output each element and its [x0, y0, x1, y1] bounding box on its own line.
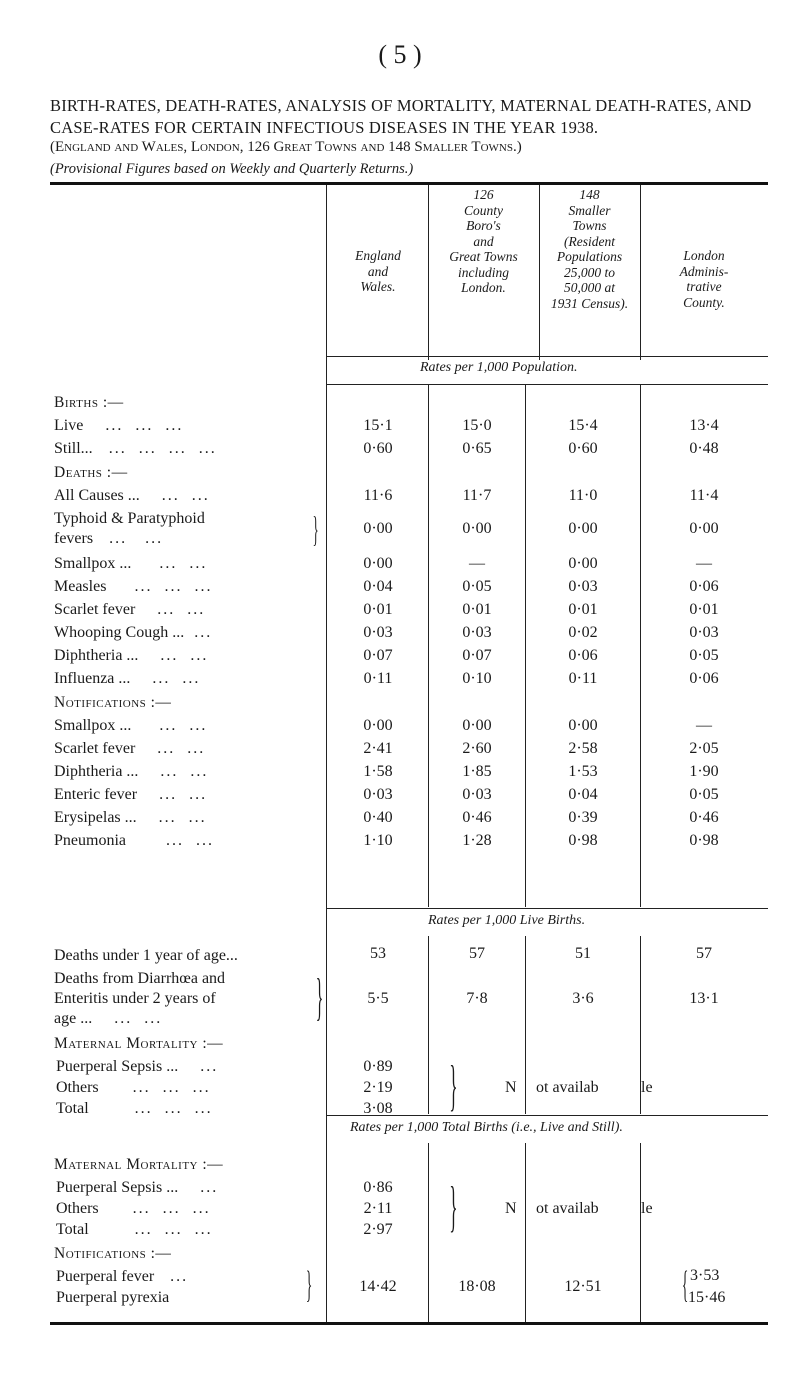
row-label-measles: Measles ... ... ...: [54, 578, 213, 595]
cell: 0·46: [462, 809, 492, 826]
cell: 0·03: [462, 624, 492, 641]
band-population: Rates per 1,000 Population.: [420, 360, 578, 375]
row-label-m-total: Total ... ... ...: [56, 1100, 213, 1117]
cell: 0·00: [363, 555, 393, 572]
band-rule-2: [326, 908, 768, 909]
band-live-births: Rates per 1,000 Live Births.: [428, 913, 586, 928]
col-head-london: London Adminis- trative County.: [679, 248, 729, 310]
cell: 13·4: [689, 417, 719, 434]
col-divider-2b: [525, 385, 526, 907]
cell: 11·4: [689, 487, 719, 504]
col-divider-3b: [640, 385, 641, 907]
row-label-still: Still... ... ... ... ...: [54, 440, 217, 457]
cell: 0·03: [363, 624, 393, 641]
row-label-n-erysipelas: Erysipelas ... ... ...: [54, 809, 207, 826]
cell: 2·97: [363, 1221, 393, 1238]
cell: —: [469, 555, 485, 572]
row-label-n-diphtheria: Diphtheria ... ... ...: [54, 763, 209, 780]
cell: 0·98: [689, 832, 719, 849]
row-label-diarrhoea: Deaths from Diarrhœa and: [54, 970, 226, 987]
table-top-rule: [50, 182, 768, 185]
row-label-smallpox: Smallpox ... ... ...: [54, 555, 208, 572]
row-label-m2-others: Others ... ... ...: [56, 1200, 211, 1217]
col-divider-3d: [640, 1143, 641, 1322]
cell: 0·00: [689, 520, 719, 537]
cell: 0·00: [363, 717, 393, 734]
cell: 0·01: [462, 601, 492, 618]
cell: 15·0: [462, 417, 492, 434]
cell: 7·8: [466, 990, 488, 1007]
brace-typhoid: }: [312, 509, 319, 549]
cell: 57: [469, 945, 485, 962]
cell: 0·11: [568, 670, 598, 687]
row-label-m-sepsis: Puerperal Sepsis ... ...: [56, 1058, 219, 1075]
cell: 11·6: [363, 487, 393, 504]
page-note: (Provisional Figures based on Weekly and Quarterly Returns.): [50, 161, 414, 177]
cell: 57: [696, 945, 712, 962]
cell: 0·07: [462, 647, 492, 664]
cell: 0·01: [568, 601, 598, 618]
cell: 0·05: [462, 578, 492, 595]
cell: 1·85: [462, 763, 492, 780]
cell: 0·00: [462, 717, 492, 734]
cell: 2·05: [689, 740, 719, 757]
cell: 3·08: [363, 1100, 393, 1117]
cell: 0·03: [462, 786, 492, 803]
cell: 0·00: [568, 717, 598, 734]
row-label-n-pneumonia: Pneumonia ... ...: [54, 832, 214, 849]
brace-puerperal: }: [305, 1264, 313, 1306]
cell: 15·46: [688, 1289, 726, 1306]
cell: 14·42: [359, 1278, 397, 1295]
cell: 0·60: [568, 440, 598, 457]
cell: 0·06: [568, 647, 598, 664]
cell: 1·90: [689, 763, 719, 780]
cell: 3·6: [572, 990, 594, 1007]
cell: 0·03: [689, 624, 719, 641]
cell: 2·60: [462, 740, 492, 757]
cell: 1·53: [568, 763, 598, 780]
row-label-whooping-cough: Whooping Cough ... ...: [54, 624, 213, 641]
cell: 0·01: [689, 601, 719, 618]
cell: 2·19: [363, 1079, 393, 1096]
cell: 11·0: [568, 487, 598, 504]
cell: 2·41: [363, 740, 393, 757]
row-label-typhoid: Typhoid & Paratyphoid: [54, 510, 205, 527]
brace-diarrhoea: }: [315, 969, 324, 1026]
col-head-england: England and Wales.: [355, 248, 401, 294]
header-rule: [326, 356, 768, 357]
not-available-mid: ot availab: [536, 1200, 599, 1217]
cell: 0·60: [363, 440, 393, 457]
section-maternal-mortality: Maternal Mortality :—: [54, 1035, 224, 1052]
row-label-m2-total: Total ... ... ...: [56, 1221, 213, 1238]
not-available-end: le: [641, 1079, 653, 1096]
cell: 0·07: [363, 647, 393, 664]
row-label-diarrhoea-2: Enteritis under 2 years of: [54, 990, 216, 1007]
cell: 11·7: [462, 487, 492, 504]
cell: 0·86: [363, 1179, 393, 1196]
cell: 18·08: [458, 1278, 496, 1295]
section-maternal-mortality-2: Maternal Mortality :—: [54, 1156, 224, 1173]
row-label-diarrhoea-3: age ... ... ...: [54, 1010, 163, 1027]
col-divider-2c: [525, 936, 526, 1114]
cell: 0·46: [689, 809, 719, 826]
cell: 0·39: [568, 809, 598, 826]
cell: —: [696, 717, 712, 734]
section-deaths: Deaths :—: [54, 464, 128, 481]
cell: 0·03: [363, 786, 393, 803]
brace-london-split: {: [681, 1264, 689, 1306]
cell: 0·65: [462, 440, 492, 457]
cell: 0·01: [363, 601, 393, 618]
cell: 0·00: [462, 520, 492, 537]
cell: 0·00: [568, 555, 598, 572]
row-label-scarlet-fever: Scarlet fever ... ...: [54, 601, 206, 618]
col-divider-2d: [525, 1143, 526, 1322]
section-births: Births :—: [54, 394, 124, 411]
not-available-mid: ot availab: [536, 1079, 599, 1096]
cell: 0·40: [363, 809, 393, 826]
cell: 0·00: [568, 520, 598, 537]
row-label-typhoid-2: fevers ... ...: [54, 530, 164, 547]
row-label-diphtheria: Diphtheria ... ... ...: [54, 647, 209, 664]
row-label-influenza: Influenza ... ... ...: [54, 670, 201, 687]
col-divider-1b: [428, 385, 429, 907]
col-divider-1: [428, 185, 429, 360]
cell: 0·89: [363, 1058, 393, 1075]
brace-not-available-2: }: [449, 1176, 458, 1238]
cell: 0·02: [568, 624, 598, 641]
cell: 1·28: [462, 832, 492, 849]
not-available-n: N: [505, 1200, 517, 1217]
page-title: BIRTH-RATES, DEATH-RATES, ANALYSIS OF MORTALITY, MATERNAL DEATH-RATES, AND CASE-RATES FOR CERTAIN INFECTIOUS DISEASES IN THE YEAR 1938.: [50, 96, 752, 137]
row-label-n-enteric: Enteric fever ... ...: [54, 786, 208, 803]
section-notifications-2: Notifications :—: [54, 1245, 172, 1262]
section-notifications: Notifications :—: [54, 694, 172, 711]
cell: 0·05: [689, 647, 719, 664]
cell: —: [696, 555, 712, 572]
not-available-n: N: [505, 1079, 517, 1096]
page-number: ( 5 ): [378, 40, 422, 69]
cell: 0·04: [363, 578, 393, 595]
col-head-126-towns: 126 County Boro's and Great Towns including London.: [449, 187, 518, 295]
cell: 53: [370, 945, 386, 962]
not-available-end: le: [641, 1200, 653, 1217]
col-head-148-towns: 148 Smaller Towns (Resident Populations 25,000 to 50,000 at 1931 Census).: [550, 187, 629, 311]
row-label-all-causes: All Causes ... ... ...: [54, 487, 210, 504]
col-divider-1d: [428, 1143, 429, 1322]
band-total-births: Rates per 1,000 Total Births (i.e., Live and Still).: [350, 1120, 623, 1135]
cell: 0·06: [689, 670, 719, 687]
row-label-n-scarlet: Scarlet fever ... ...: [54, 740, 206, 757]
cell: 0·00: [363, 520, 393, 537]
table-bottom-rule: [50, 1322, 768, 1325]
cell: 3·53: [690, 1267, 720, 1284]
cell: 0·06: [689, 578, 719, 595]
row-label-puerperal-fever: Puerperal fever ...: [56, 1268, 189, 1285]
row-label-under-1: Deaths under 1 year of age...: [54, 947, 238, 964]
cell: 0·48: [689, 440, 719, 457]
cell: 15·4: [568, 417, 598, 434]
brace-not-available: }: [449, 1055, 458, 1117]
cell: 2·11: [363, 1200, 393, 1217]
row-label-live: Live ... ... ...: [54, 417, 184, 434]
page-subtitle: (England and Wales, London, 126 Great Towns and 148 Smaller Towns.): [50, 139, 522, 155]
row-label-n-smallpox: Smallpox ... ... ...: [54, 717, 208, 734]
cell: 51: [575, 945, 591, 962]
band-rule-1: [326, 384, 768, 385]
cell: 0·11: [363, 670, 393, 687]
cell: 0·05: [689, 786, 719, 803]
cell: 0·10: [462, 670, 492, 687]
row-label-puerperal-pyrexia: Puerperal pyrexia: [56, 1289, 170, 1306]
cell: 12·51: [564, 1278, 602, 1295]
cell: 13·1: [689, 990, 719, 1007]
cell: 0·03: [568, 578, 598, 595]
cell: 0·04: [568, 786, 598, 803]
cell: 1·10: [363, 832, 393, 849]
col-divider-3: [640, 185, 641, 360]
row-label-m2-sepsis: Puerperal Sepsis ... ...: [56, 1179, 219, 1196]
row-label-m-others: Others ... ... ...: [56, 1079, 211, 1096]
cell: 15·1: [363, 417, 393, 434]
cell: 0·98: [568, 832, 598, 849]
col-divider-1c: [428, 936, 429, 1114]
cell: 5·5: [367, 990, 389, 1007]
cell: 2·58: [568, 740, 598, 757]
cell: 1·58: [363, 763, 393, 780]
